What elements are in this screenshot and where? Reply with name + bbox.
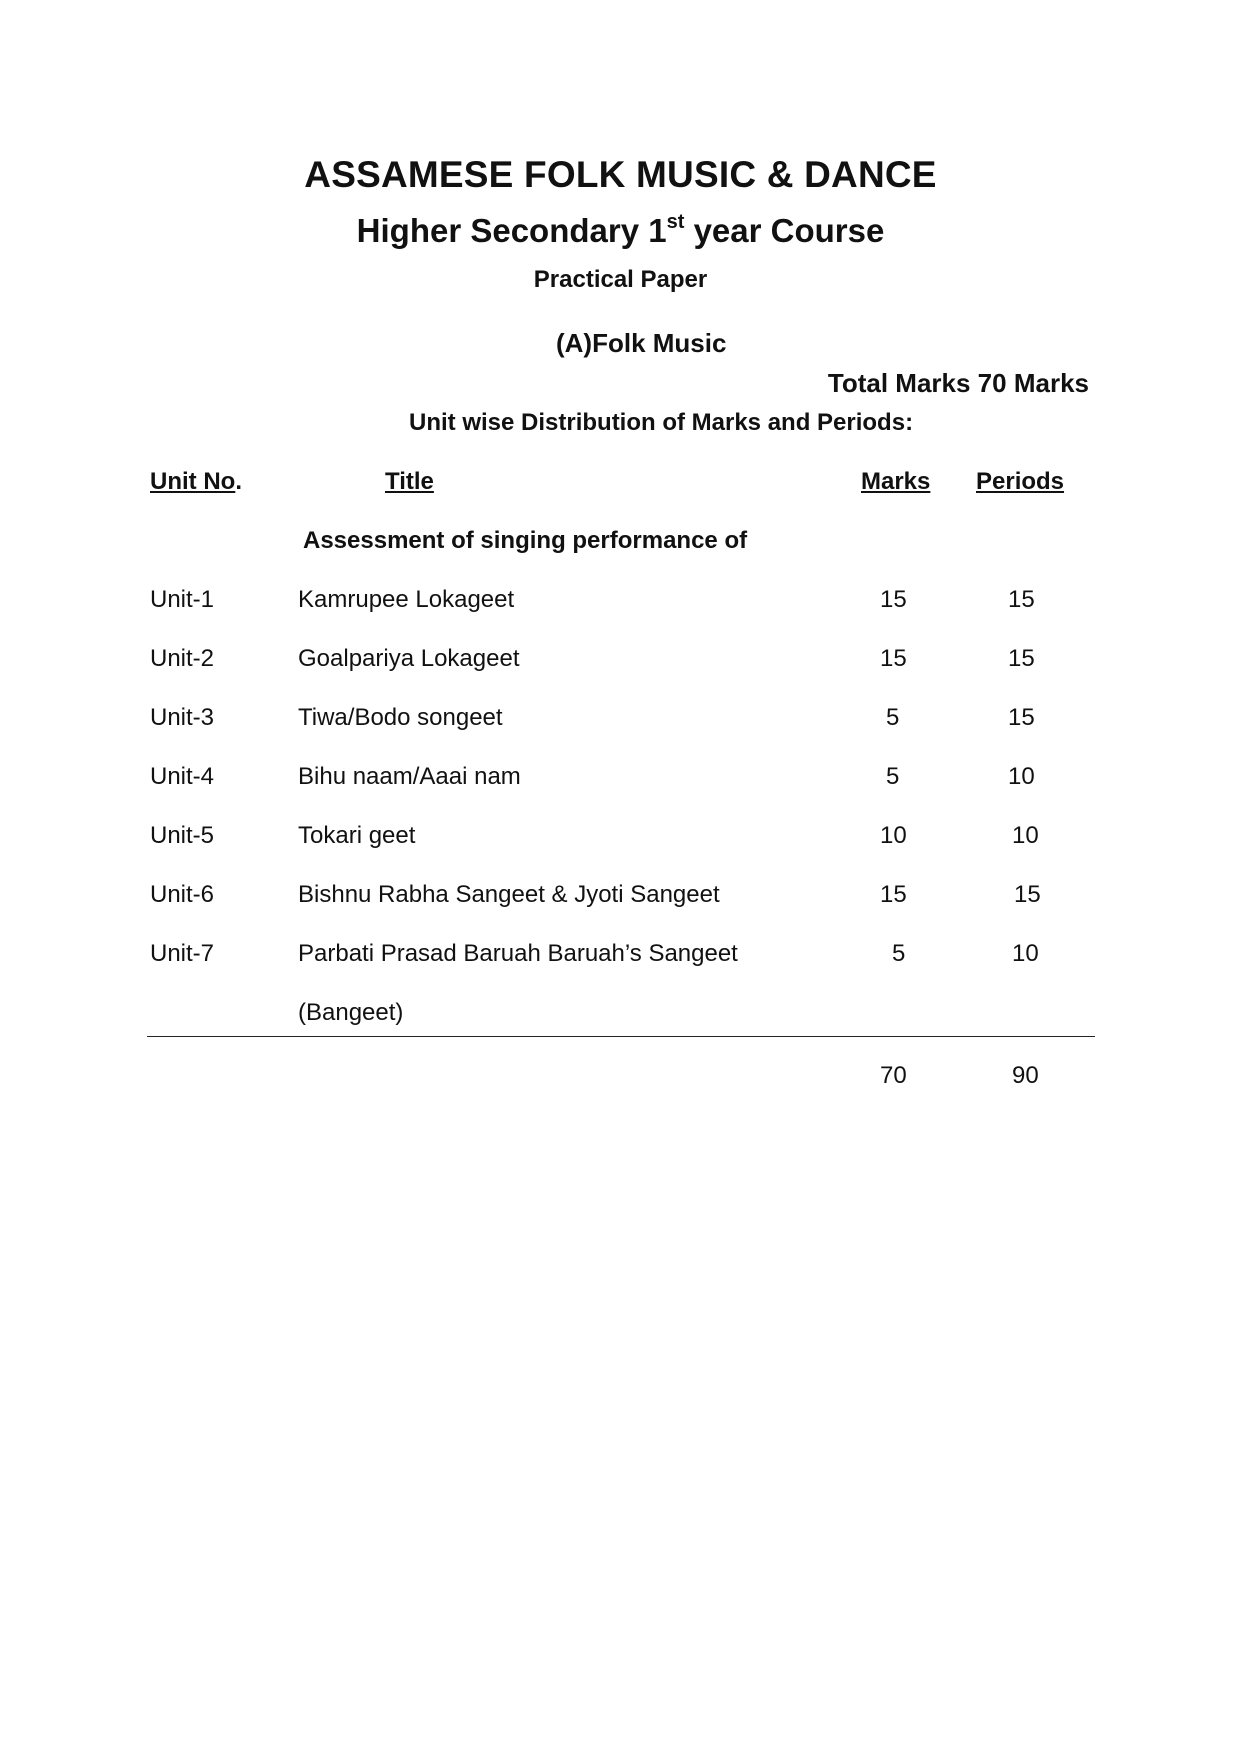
unit-marks: 5 [886, 704, 900, 731]
unit-number: Unit-7 [150, 940, 215, 967]
subtitle-text-end: year Course [684, 212, 885, 249]
distribution-heading: Unit wise Distribution of Marks and Periods: [409, 409, 914, 436]
column-header-title-label: Title [385, 468, 434, 495]
column-header-marks [861, 468, 930, 496]
unit-periods: 10 [1012, 940, 1039, 967]
subtitle-superscript: st [666, 211, 685, 233]
unit-number: Unit-4 [150, 763, 215, 790]
section-heading: (A)Folk Music [556, 328, 727, 358]
column-header-marks-label: Marks [861, 468, 931, 495]
course-subtitle [0, 212, 1241, 250]
unit-title: Kamrupee Lokageet [298, 586, 515, 613]
unit-title: Parbati Prasad Baruah Baruah’s Sangeet [298, 940, 738, 967]
total-divider [147, 1036, 1095, 1037]
column-header-periods [976, 468, 1064, 496]
unit-number: Unit-1 [150, 586, 215, 613]
column-header-unit [150, 468, 242, 496]
assessment-heading: Assessment of singing performance of [303, 527, 748, 554]
unit-title: Bihu naam/Aaai nam [298, 763, 521, 790]
paper-type: Practical Paper [533, 266, 708, 293]
unit-marks: 15 [880, 881, 907, 908]
unit-periods: 10 [1012, 822, 1039, 849]
unit-periods: 10 [1008, 763, 1035, 790]
unit-marks: 10 [880, 822, 907, 849]
unit-title: Tokari geet [298, 822, 416, 849]
column-header-title [385, 468, 434, 496]
unit-periods: 15 [1008, 704, 1035, 731]
column-header-unit-dot: . [235, 468, 242, 495]
unit-number: Unit-5 [150, 822, 215, 849]
column-header-periods-label: Periods [976, 468, 1065, 495]
column-header-unit-label: Unit No [150, 468, 236, 495]
unit-title: Goalpariya Lokageet [298, 645, 520, 672]
unit-marks: 5 [886, 763, 900, 790]
unit-title: Bishnu Rabha Sangeet & Jyoti Sangeet [298, 881, 720, 908]
unit-marks: 15 [880, 645, 907, 672]
document-title: ASSAMESE FOLK MUSIC & DANCE [304, 154, 937, 195]
unit-marks: 5 [892, 940, 906, 967]
subtitle-text: Higher Secondary 1 [356, 212, 667, 249]
total-marks: Total Marks 70 Marks [827, 368, 1089, 398]
unit-number: Unit-2 [150, 645, 215, 672]
unit-periods: 15 [1014, 881, 1041, 908]
unit-periods: 15 [1008, 586, 1035, 613]
unit-title: Tiwa/Bodo songeet [298, 704, 503, 731]
total-periods-sum: 90 [1012, 1062, 1039, 1089]
unit-marks: 15 [880, 586, 907, 613]
unit-number: Unit-6 [150, 881, 215, 908]
unit-periods: 15 [1008, 645, 1035, 672]
unit-title-continuation: (Bangeet) [298, 999, 404, 1026]
total-marks-sum: 70 [880, 1062, 907, 1089]
unit-number: Unit-3 [150, 704, 215, 731]
